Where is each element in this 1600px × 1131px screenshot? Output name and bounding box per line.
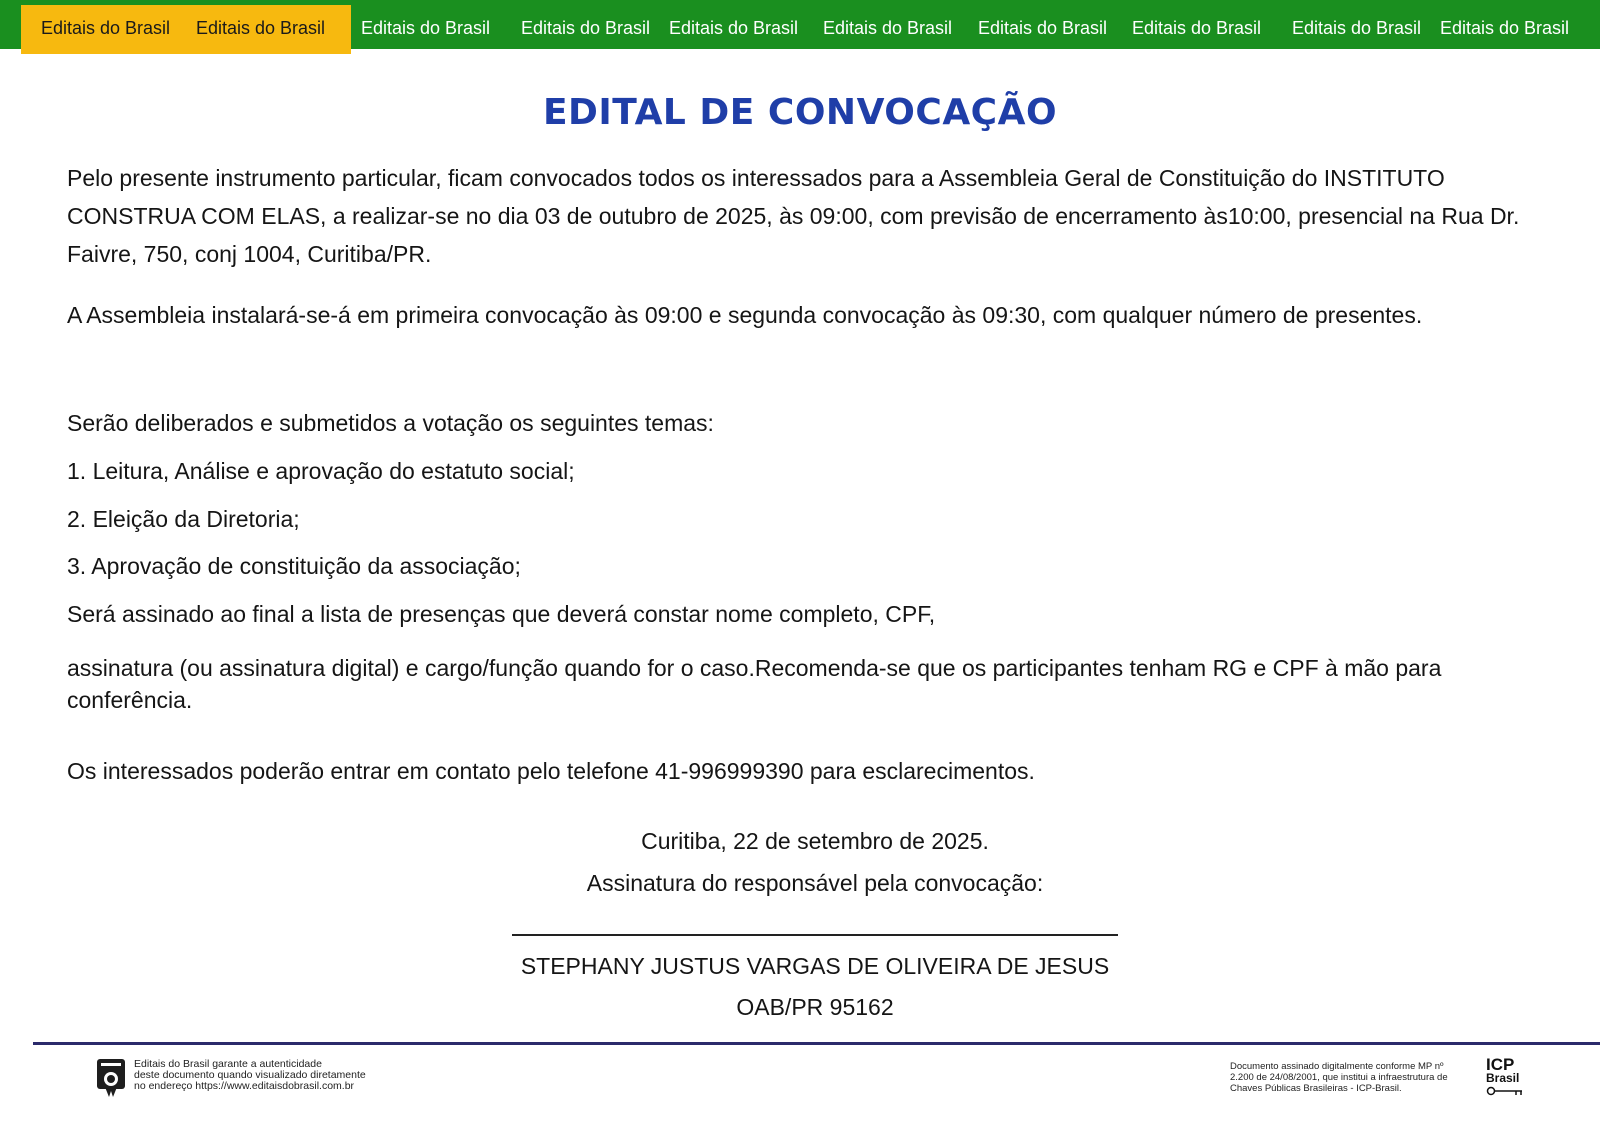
agenda-item-2: 2. Eleição da Diretoria; <box>67 506 300 532</box>
paragraph-convocation: Pelo presente instrumento particular, ficam convocados todos os interessados para a Assembleia Geral de Constituição do INSTITUTO CONSTRUA COM ELAS, a realizar-se no dia 03 de outubro de 2025, às 09:00, com previsão de encerramento às10:00, presencial na Rua Dr. Faivre, 750, conj 1004, Curitiba/PR. <box>67 165 1520 267</box>
nav-link-10[interactable]: Editais do Brasil <box>1440 18 1570 38</box>
nav-link-5[interactable]: Editais do Brasil <box>669 18 799 38</box>
authenticity-line-3: no endereço https://www.editaisdobrasil.com.br <box>134 1080 355 1092</box>
document-title: EDITAL DE CONVOCAÇÃO <box>542 92 1058 133</box>
paragraph-agenda-intro: Serão deliberados e submetidos a votação os seguintes temas: <box>67 410 714 436</box>
digital-signature-note <box>1230 1061 1448 1094</box>
paragraph-attendance: Será assinado ao final a lista de presenças que deverá constar nome completo, CPF, <box>67 601 936 627</box>
agenda-item-3: 3. Aprovação de constituição da associação; <box>67 553 521 579</box>
signature-line <box>512 934 1118 936</box>
authenticity-note <box>134 1059 366 1092</box>
nav-link-8[interactable]: Editais do Brasil <box>1132 18 1262 38</box>
paragraph-documents: assinatura (ou assinatura digital) e cargo/função quando for o caso.Recomenda-se que os participantes tenham RG e CPF à mão para conferência. <box>67 655 1442 713</box>
nav-link-9[interactable]: Editais do Brasil <box>1292 18 1422 38</box>
authenticity-line-2: deste documento quando visualizado diretamente <box>134 1069 366 1081</box>
key-icon <box>1486 1085 1526 1097</box>
signature-label: Assinatura do responsável pela convocação: <box>586 870 1044 896</box>
icp-logo-text: ICP <box>1486 1055 1515 1074</box>
icp-brasil-logo <box>1486 1057 1530 1101</box>
agenda-item-1: 1. Leitura, Análise e aprovação do estatuto social; <box>67 458 575 484</box>
nav-link-2[interactable]: Editais do Brasil <box>196 18 326 38</box>
top-nav-bar <box>0 0 1600 49</box>
digital-signature-line-2: 2.200 de 24/08/2001, que institui a infraestrutura de <box>1230 1072 1448 1083</box>
nav-link-6[interactable]: Editais do Brasil <box>823 18 953 38</box>
nav-link-4[interactable]: Editais do Brasil <box>521 18 651 38</box>
certificate-seal-icon <box>95 1057 127 1097</box>
signer-name: STEPHANY JUSTUS VARGAS DE OLIVEIRA DE JESUS <box>520 953 1110 979</box>
paragraph-contact: Os interessados poderão entrar em contato pelo telefone 41-996999390 para esclarecimentos. <box>67 758 1035 784</box>
authenticity-line-1: Editais do Brasil garante a autenticidade <box>134 1058 322 1070</box>
brasil-logo-text: Brasil <box>1486 1071 1520 1085</box>
digital-signature-line-3: Chaves Públicas Brasileiras - ICP-Brasil. <box>1230 1083 1402 1094</box>
signer-id: OAB/PR 95162 <box>736 994 894 1020</box>
digital-signature-line-1: Documento assinado digitalmente conforme MP nº <box>1230 1061 1444 1072</box>
paragraph-installation: A Assembleia instalará-se-á em primeira convocação às 09:00 e segunda convocação às 09:30, com qualquer número de presentes. <box>67 302 1423 328</box>
footer-divider <box>33 1042 1600 1045</box>
nav-link-1[interactable]: Editais do Brasil <box>41 18 171 38</box>
nav-link-3[interactable]: Editais do Brasil <box>361 18 491 38</box>
date-line: Curitiba, 22 de setembro de 2025. <box>641 828 989 854</box>
nav-link-7[interactable]: Editais do Brasil <box>978 18 1108 38</box>
